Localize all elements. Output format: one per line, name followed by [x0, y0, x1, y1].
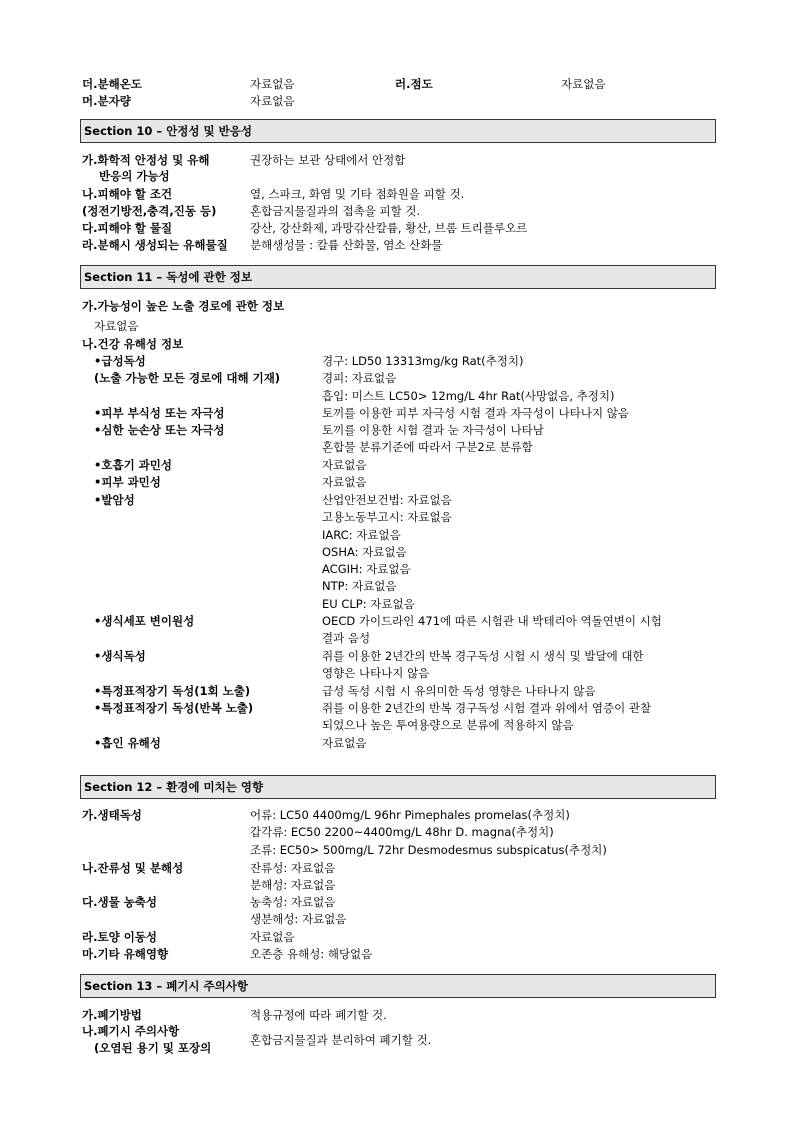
s10-d-label: 라.분해시 생성되는 유해물질 — [82, 238, 228, 252]
acute-toxicity-values — [322, 353, 615, 405]
decomp-temp-value: 자료없음 — [250, 77, 295, 91]
disposal-caution-label-2: (오염된 용기 및 포장의 — [94, 1041, 212, 1055]
soil-mobility-value: 자료없음 — [250, 930, 295, 944]
s10-b-label-2: (정전기방전,충격,진동 등) — [82, 204, 217, 218]
persist-value-1: 잔류성: 자료없음 — [250, 861, 336, 875]
stot-rep-value-2: 되었으나 높은 투여용량으로 분류에 적용하지 않음 — [322, 718, 574, 733]
bio-value-1: 농축성: 자료없음 — [250, 895, 336, 909]
eco-fish: 어류: LC50 4400mg/L 96hr Pimephales promelas(추정치) — [250, 808, 570, 822]
disposal-method-label: 가.폐기방법 — [82, 1008, 142, 1022]
disposal-method-value: 적용규정에 따라 폐기할 것. — [250, 1008, 387, 1022]
ecotoxicity-label: 가.생태독성 — [82, 808, 142, 822]
acute-inhalation: 흡입: 미스트 LC50> 12mg/L 4hr Rat(사망없음, 추정치) — [322, 388, 615, 403]
aspiration-label: •흡인 유해성 — [94, 736, 161, 750]
carc-value: EU CLP: 자료없음 — [322, 596, 415, 611]
stot-rep-value-1: 쥐를 이용한 2년간의 반복 경구독성 시험 결과 위에서 염증이 관찰 — [322, 701, 652, 715]
reproductive-toxicity-values — [322, 648, 644, 683]
carcinogenicity-values — [322, 492, 452, 613]
s10-a-label-2: 반응의 가능성 — [99, 169, 170, 183]
acute-toxicity-label: •급성독성 — [94, 354, 146, 368]
repro-value-1: 쥐를 이용한 2년간의 반복 경구독성 시험 시 생식 및 발달에 대한 — [322, 649, 644, 663]
persistence-values — [250, 860, 335, 895]
s10-a-value: 권장하는 보관 상태에서 안정함 — [250, 153, 406, 167]
carc-value: NTP: 자료없음 — [322, 579, 397, 594]
s10-d-value: 분해생성물 : 칼륨 산화물, 염소 산화물 — [250, 238, 443, 252]
s10-c-label: 다.피해야 할 물질 — [82, 221, 173, 235]
mol-weight-label: 머.분자량 — [82, 94, 131, 108]
section-11-header: Section 11 – 독성에 관한 정보 — [80, 265, 716, 289]
eye-damage-value-2: 혼합물 분류기준에 따라서 구분2로 분류함 — [322, 440, 533, 455]
eco-algae: 조류: EC50> 500mg/L 72hr Desmodesmus subspicatus(추정치) — [250, 842, 607, 857]
carc-value: IARC: 자료없음 — [322, 527, 401, 542]
resp-sens-value: 자료없음 — [322, 458, 367, 472]
s10-a-label: 가.화학적 안정성 및 유해 — [82, 153, 210, 167]
resp-sens-label: •호흡기 과민성 — [94, 458, 173, 472]
carc-value: OSHA: 자료없음 — [322, 544, 407, 559]
carc-value: ACGIH: 자료없음 — [322, 562, 411, 577]
skin-corrosion-value: 토끼를 이용한 피부 자극성 시험 결과 자극성이 나타나지 않음 — [322, 406, 629, 420]
skin-sens-value: 자료없음 — [322, 475, 367, 489]
stot-single-label: •특정표적장기 독성(1회 노출) — [94, 684, 251, 698]
muta-value-1: OECD 가이드라인 471에 따른 시험관 내 박테리아 역돌연변이 시험 — [322, 614, 662, 628]
mol-weight-value: 자료없음 — [250, 94, 295, 108]
disposal-caution-label: 나.폐기시 주의사항 — [82, 1024, 180, 1038]
stot-repeated-label: •특정표적장기 독성(반복 노출) — [94, 701, 254, 715]
acute-toxicity-label-2: (노출 가능한 모든 경로에 대해 기재) — [94, 371, 281, 385]
persistence-label: 나.잔류성 및 분해성 — [82, 861, 184, 875]
disposal-caution-value: 혼합금지물질과 분리하여 폐기할 것. — [250, 1033, 432, 1047]
bioaccumulation-values — [250, 894, 346, 929]
eye-damage-values — [322, 422, 544, 457]
skin-sens-label: •피부 과민성 — [94, 475, 161, 489]
s11-b-label: 나.건강 유해성 정보 — [82, 337, 184, 351]
muta-value-2: 결과 음성 — [322, 631, 371, 646]
skin-corrosion-label: •피부 부식성 또는 자극성 — [94, 406, 225, 420]
other-effects-value: 오존층 유해성: 해당없음 — [250, 947, 373, 961]
eye-damage-label: •심한 눈손상 또는 자극성 — [94, 423, 225, 437]
other-effects-label: 마.기타 유해영향 — [82, 947, 169, 961]
s10-b-value-2: 혼합금지물질과의 접촉을 피할 것. — [250, 204, 421, 218]
carcinogenicity-label: •발암성 — [94, 493, 135, 507]
carc-value: 고용노동부고시: 자료없음 — [322, 510, 452, 525]
eco-crustacean: 갑각류: EC50 2200~4400mg/L 48hr D. magna(추정치) — [250, 825, 554, 840]
mutagenicity-label: •생식세포 변이원성 — [94, 614, 195, 628]
section-13-header: Section 13 – 폐기시 주의사항 — [80, 974, 716, 998]
stot-repeated-values — [322, 700, 651, 735]
s10-c-value: 강산, 강산화제, 과망갂산칼륨, 황산, 브롬 트리플루오르 — [250, 221, 528, 235]
stot-single-value: 급성 독성 시험 시 유의미한 독성 영향은 나타나지 않음 — [322, 684, 596, 698]
acute-dermal: 경피: 자료없음 — [322, 371, 397, 386]
s11-a-label: 가.가능성이 높은 노출 경로에 관한 정보 — [82, 299, 285, 313]
reproductive-toxicity-label: •생식독성 — [94, 649, 146, 663]
ecotoxicity-values — [250, 807, 607, 859]
viscosity-label: 러.점도 — [395, 77, 433, 91]
repro-value-2: 영향은 나타나지 않음 — [322, 666, 430, 681]
mutagenicity-values — [322, 613, 662, 648]
s10-b-label: 나.피해야 할 조건 — [82, 187, 173, 201]
persist-value-2: 분해성: 자료없음 — [250, 878, 336, 893]
soil-mobility-label: 라.토양 이동성 — [82, 930, 158, 944]
aspiration-value: 자료없음 — [322, 736, 367, 750]
viscosity-value: 자료없음 — [561, 77, 606, 91]
eye-damage-value-1: 토끼를 이용한 시험 결과 눈 자극성이 나타남 — [322, 423, 544, 437]
s10-b-value: 열, 스파크, 화염 및 기타 점화원을 피할 것. — [250, 187, 465, 201]
carc-value: 산업안전보건법: 자료없음 — [322, 493, 452, 507]
bioaccumulation-label: 다.생물 농축성 — [82, 895, 158, 909]
s11-a-value: 자료없음 — [94, 319, 139, 333]
decomp-temp-label: 더.분해온도 — [82, 77, 142, 91]
acute-oral: 경구: LD50 13313mg/kg Rat(추정치) — [322, 354, 524, 368]
bio-value-2: 생분해성: 자료없음 — [250, 912, 347, 927]
section-12-header: Section 12 – 환경에 미치는 영향 — [80, 775, 716, 799]
section-10-header: Section 10 – 안정성 및 반응성 — [80, 119, 716, 143]
